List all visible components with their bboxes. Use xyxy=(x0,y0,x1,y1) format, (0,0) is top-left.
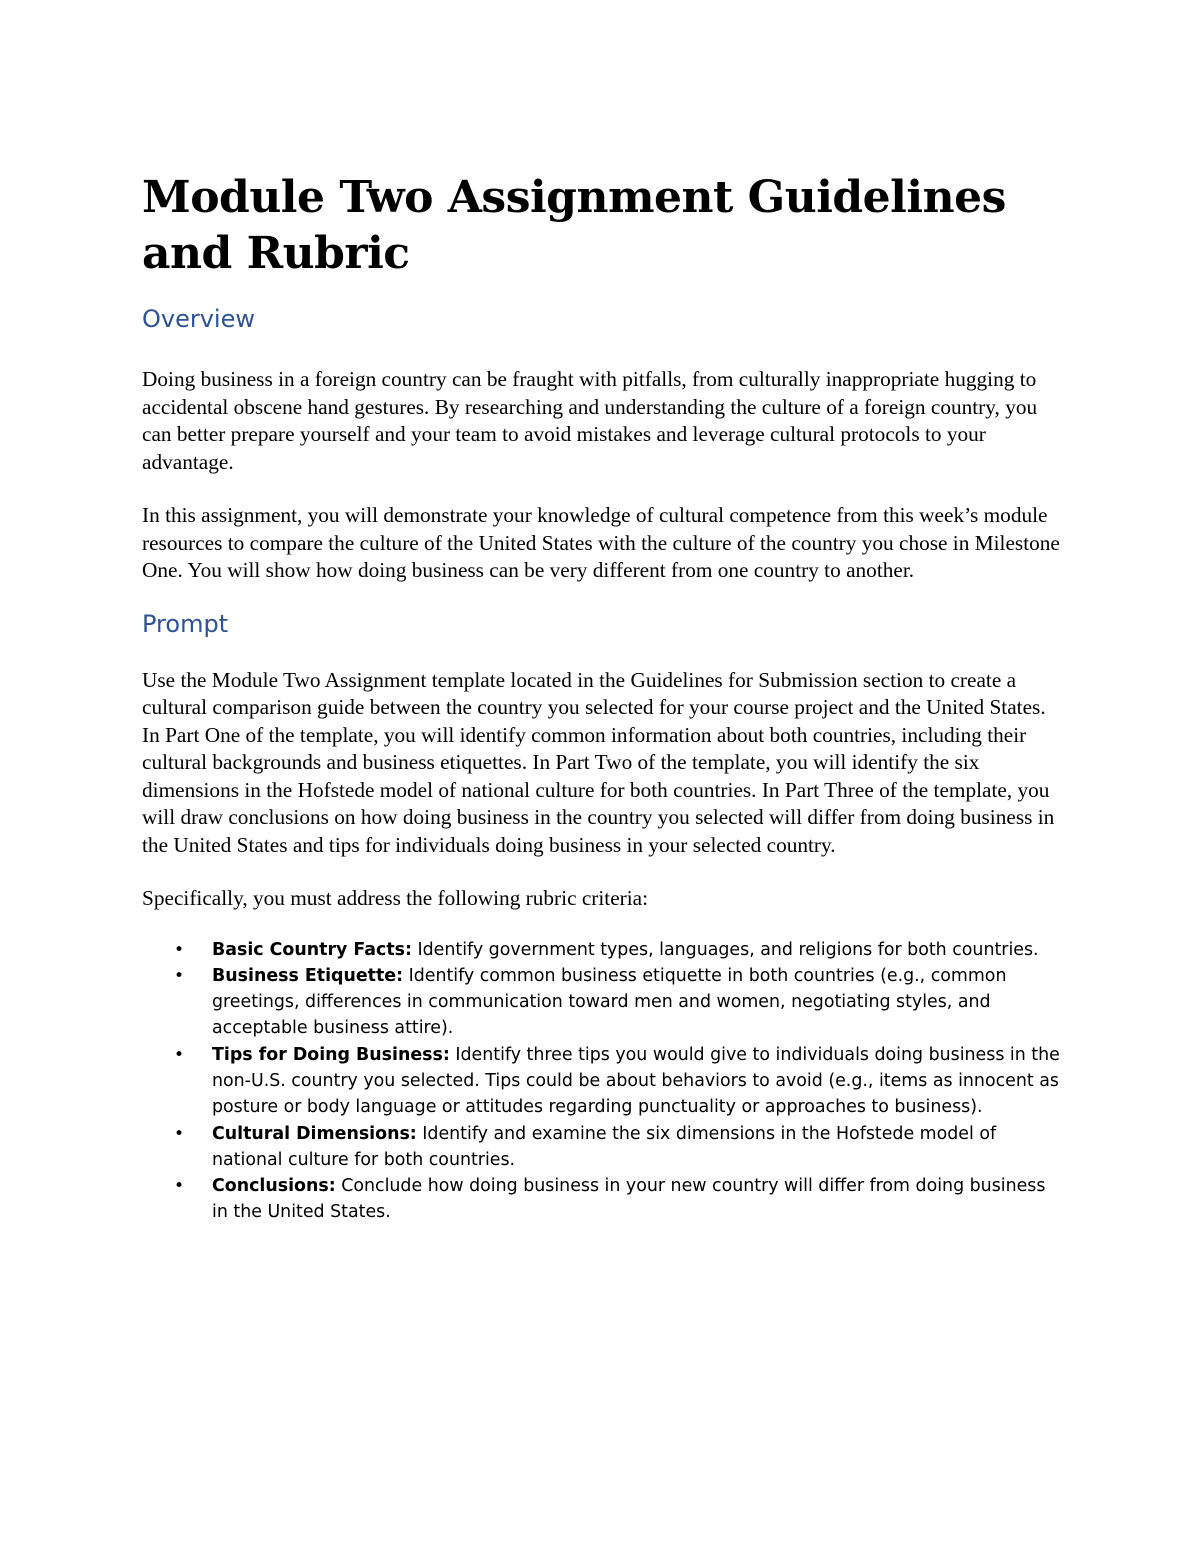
list-item xyxy=(142,1121,1062,1174)
criterion-label: Basic Country Facts: xyxy=(212,939,412,960)
criterion-label: Tips for Doing Business: xyxy=(212,1044,450,1065)
overview-heading: Overview xyxy=(142,305,255,333)
rubric-intro: Specifically, you must address the following rubric criteria: xyxy=(142,886,649,910)
list-item xyxy=(142,1042,1062,1121)
document-title: Module Two Assignment Guidelines and Rubric xyxy=(142,172,1006,279)
list-item xyxy=(142,963,1062,1042)
bullet-icon: • xyxy=(174,1123,185,1144)
criterion-label: Conclusions: xyxy=(212,1176,336,1197)
list-item xyxy=(142,1173,1062,1226)
overview-paragraph: Doing business in a foreign country can be fraught with pitfalls, from culturally inappropriate hugging to accidental obscene hand gestures. By researching and understanding the culture of a foreign country, you can better prepare yourself and your team to avoid mistakes and leverage cultural protocols to your advantage. xyxy=(142,367,1038,474)
criterion-label: Cultural Dimensions: xyxy=(212,1123,417,1144)
criterion-text: Identify three tips you would give to individuals doing business in the non-U.S. country you selected. Tips could be about behaviors to avoid (e.g., items as innocent as posture or body language or attitudes regarding punctuality or approaches to business). xyxy=(212,1044,1060,1118)
rubric-criteria-list xyxy=(142,937,1062,1226)
bullet-icon: • xyxy=(174,1044,185,1065)
criterion-text: Identify government types, languages, and religions for both countries. xyxy=(411,939,1039,960)
document-body xyxy=(142,170,1062,1226)
prompt-heading: Prompt xyxy=(142,609,229,638)
criterion-text: Conclude how doing business in your new country will differ from doing business in the United States. xyxy=(212,1176,1046,1223)
criterion-label: Business Etiquette: xyxy=(212,965,404,986)
bullet-icon: • xyxy=(174,965,185,986)
list-item xyxy=(142,937,1062,963)
criterion-text: Identify common business etiquette in both countries (e.g., common greetings, differences in communication toward men and women, negotiating styles, and acceptable business attire). xyxy=(212,965,1007,1039)
overview-paragraph: In this assignment, you will demonstrate your knowledge of cultural competence from this week’s module resources to compare the culture of the United States with the culture of the country you chose in Milestone One. You will show how doing business can be very different from one country to another. xyxy=(142,503,1060,582)
bullet-icon: • xyxy=(174,1176,185,1197)
bullet-icon: • xyxy=(174,939,185,960)
criterion-text: Identify and examine the six dimensions in the Hofstede model of national culture for both countries. xyxy=(212,1123,997,1170)
prompt-paragraph: Use the Module Two Assignment template located in the Guidelines for Submission section to create a cultural comparison guide between the country you selected for your course project and the United States. In Part One of the template, you will identify common information about both countries, including their cultural backgrounds and business etiquettes. In Part Two of the template, you will identify the six dimensions in the Hofstede model of national culture for both countries. In Part Three of the template, you will draw conclusions on how doing business in the country you selected will differ from doing business in the United States and tips for individuals doing business in your selected country. xyxy=(142,667,1055,857)
